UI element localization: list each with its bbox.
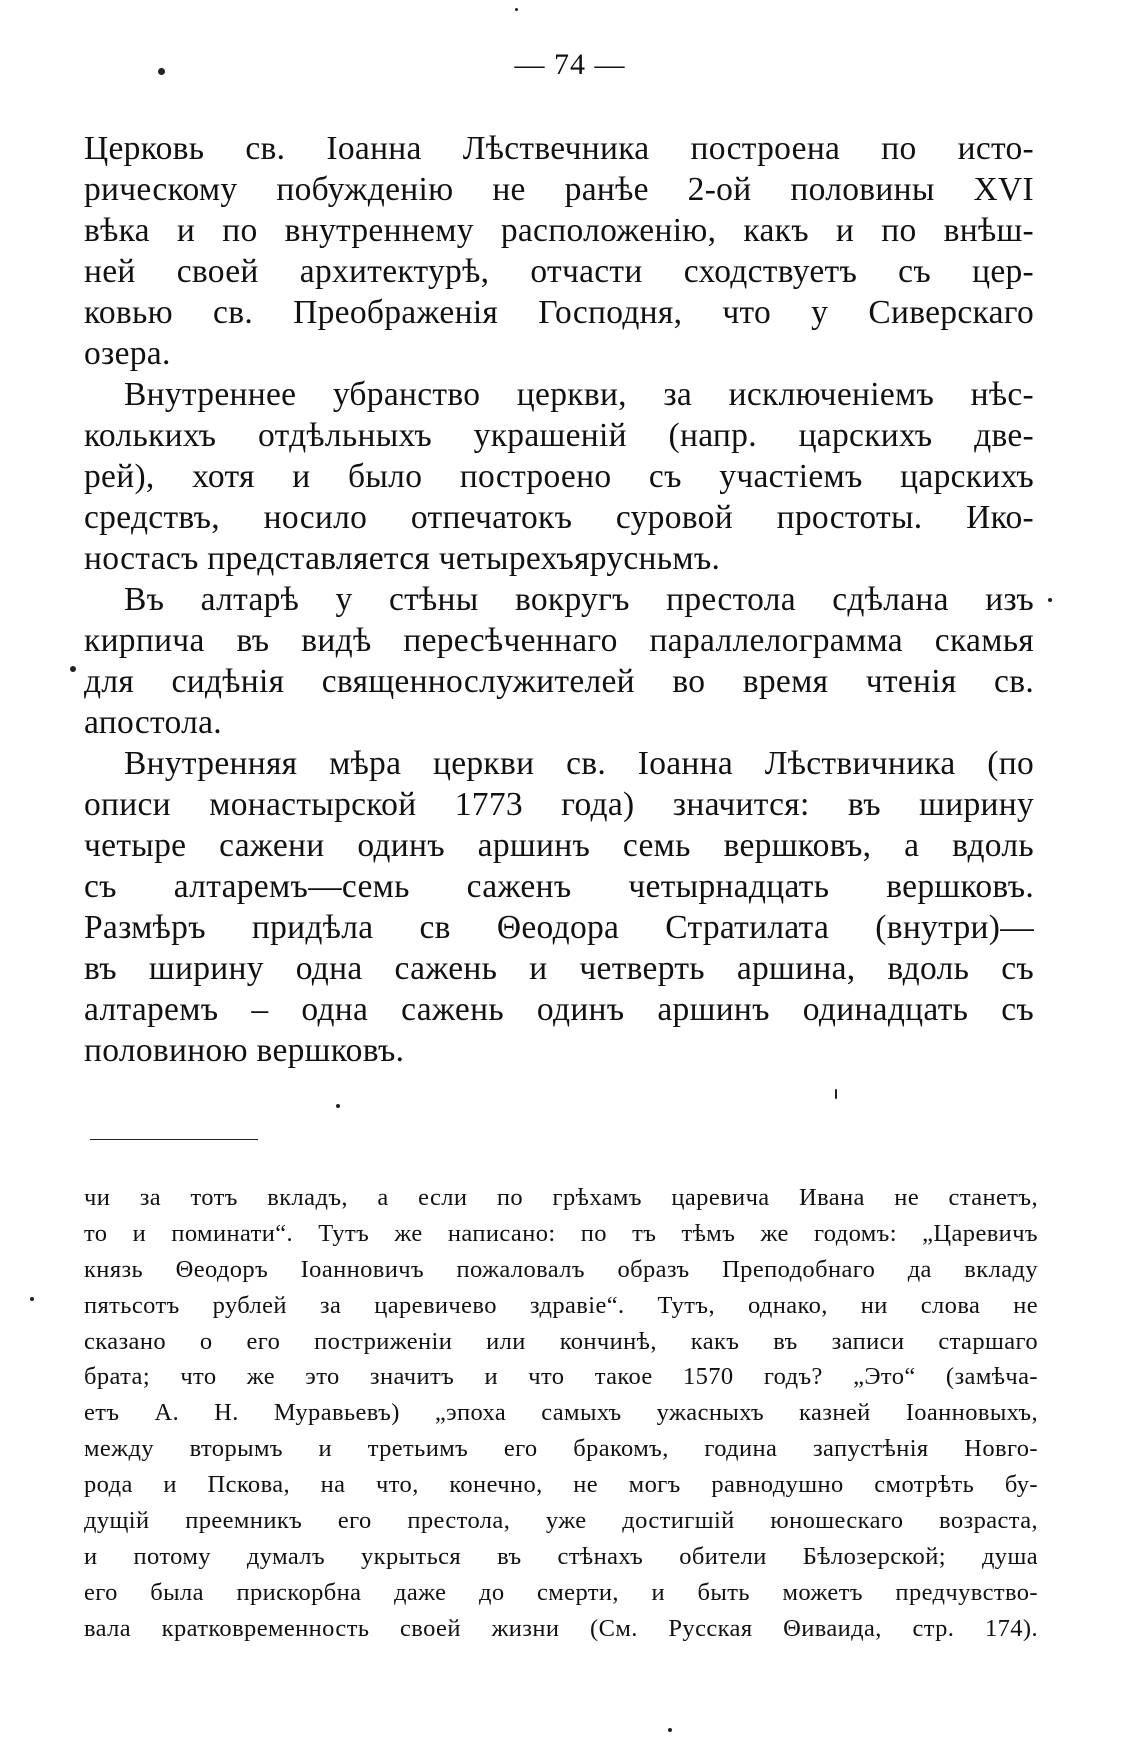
text-line: Размѣръ придѣла св Θеодора Стратилата (внутри)—	[84, 909, 1034, 946]
scan-speck	[835, 1089, 837, 1099]
text-line: четыре сажени одинъ аршинъ семь вершковъ, а вдоль	[84, 827, 1034, 864]
scan-speck	[515, 8, 518, 11]
page-number: — 74 —	[514, 48, 626, 81]
text-line: кирпича въ видѣ пересѣченнаго параллелограмма скамья	[84, 622, 1034, 659]
text-line: средствъ, носило отпечатокъ суровой простоты. Ико-	[84, 499, 1034, 536]
text-line: апостола.	[84, 704, 222, 741]
text-line: колькихъ отдѣльныхъ украшеній (напр. царскихъ две-	[84, 417, 1034, 454]
text-line: ковью св. Преображенія Господня, что у Сиверскаго	[84, 294, 1034, 331]
scan-speck	[30, 1297, 34, 1301]
text-line: въ ширину одна сажень и четверть аршина, вдоль съ	[84, 950, 1034, 987]
main-text	[84, 128, 1034, 1071]
text-line: алтаремъ – одна сажень одинъ аршинъ одинадцать съ	[84, 991, 1034, 1028]
footnote-line: то и поминати“. Тутъ же написано: по тъ тѣмъ же годомъ: „Царевичъ	[84, 1219, 1038, 1247]
text-line: ностасъ представляется четырехъярусньмъ.	[84, 540, 721, 577]
footnote-line: и потому думалъ укрыться въ стѣнахъ обители Бѣлозерской; душа	[84, 1542, 1038, 1570]
text-line: съ алтаремъ—семь саженъ четырнадцать вершковъ.	[84, 868, 1034, 905]
scan-speck	[1048, 598, 1052, 602]
footnote-text	[84, 1180, 1038, 1647]
text-line: рей), хотя и было построено съ участіемъ царскихъ	[84, 458, 1034, 495]
text-line: для сидѣнія священнослужителей во время чтенія св.	[84, 663, 1034, 700]
footnote-line: между вторымъ и третьимъ его бракомъ, година запустѣнія Новго-	[84, 1435, 1038, 1463]
footnote-separator	[90, 1139, 258, 1140]
text-line: рическому побужденію не ранѣе 2-ой половины XVI	[84, 171, 1034, 208]
text-line: Внутренняя мѣра церкви св. Іоанна Лѣствичника (по	[124, 745, 1034, 782]
scan-speck	[70, 666, 76, 672]
footnote-line: сказано о его постриженіи или кончинѣ, какъ въ записи старшаго	[84, 1327, 1038, 1355]
scan-speck	[336, 1104, 340, 1108]
footnote-line: брата; что же это значитъ и что такое 1570 годъ? „Это“ (замѣча-	[84, 1363, 1038, 1391]
text-line: Церковь св. Іоанна Лѣствечника построена по исто-	[84, 130, 1034, 167]
text-line: вѣка и по внутреннему расположенію, какъ и по внѣш-	[84, 212, 1034, 249]
footnote-line: чи за тотъ вкладъ, а если по грѣхамъ царевича Ивана не станетъ,	[84, 1184, 1038, 1211]
text-line: озера.	[84, 335, 171, 372]
footnote-line: его была прискорбна даже до смерти, и быть можетъ предчувство-	[84, 1578, 1038, 1606]
footnote-line: князь Θеодоръ Іоанновичъ пожаловалъ образъ Преподобнаго да вкладу	[84, 1255, 1038, 1283]
text-line: Въ алтарѣ у стѣны вокругъ престола сдѣлана изъ	[124, 581, 1034, 618]
text-line: ней своей архитектурѣ, отчасти сходствуетъ съ цер-	[84, 253, 1034, 290]
footnote-line: пятьсотъ рублей за царевичево здравіе“. Тутъ, однако, ни слова не	[84, 1291, 1038, 1319]
footnote-line: рода и Пскова, на что, конечно, не могъ равнодушно смотрѣть бу-	[84, 1471, 1038, 1499]
text-line: описи монастырской 1773 года) значится: въ ширину	[84, 786, 1034, 823]
footnote-line: дущій преемникъ его престола, уже достигшій юношескаго возраста,	[84, 1507, 1038, 1535]
scan-speck	[668, 1728, 672, 1732]
footnote-line: етъ А. Н. Муравьевъ) „эпоха самыхъ ужасныхъ казней Іоанновыхъ,	[84, 1399, 1038, 1427]
footnote-line: вала кратковременность своей жизни (См. Русская Θиваида, стр. 174).	[84, 1614, 1038, 1642]
scan-speck	[158, 68, 165, 75]
text-line: половиною вершковъ.	[84, 1032, 405, 1069]
text-line: Внутреннее убранство церкви, за исключеніемъ нѣс-	[124, 376, 1034, 413]
